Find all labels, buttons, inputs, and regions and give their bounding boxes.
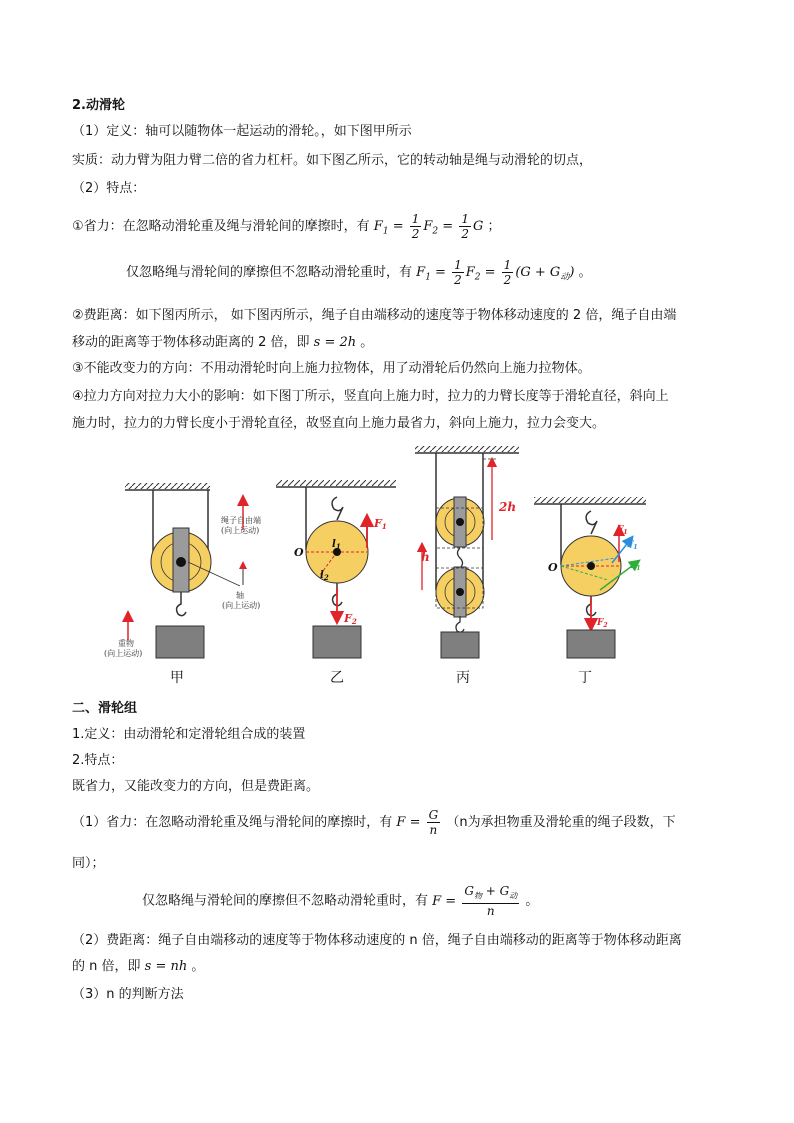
group-distance-line-1: （2）费距离：绳子自由端移动的速度等于物体移动速度的 n 倍，绳子自由端移动的距离等于物体移动距离 xyxy=(72,933,682,948)
hook-icon xyxy=(332,497,343,520)
label-weight: 重物 xyxy=(118,639,134,648)
svg-text:O xyxy=(294,546,304,559)
svg-text:(向上运动): (向上运动) xyxy=(221,526,260,535)
save-force-line-2: 仅忽略绳与滑轮间的摩擦但不忽略动滑轮重时，有 $F_1$ = $\frac{1}{2}$ $F_2$ = $\frac{1}{2}$ $(G + G_动)$ 。 xyxy=(126,258,592,287)
direction-text: ③不能改变力的方向：不用动滑轮时向上施力拉物体，用了动滑轮后仍然向上施力拉物体。 xyxy=(72,361,591,376)
label-2h: 2h xyxy=(499,500,517,514)
group-features-title: 2.特点： xyxy=(72,753,124,768)
ceiling xyxy=(125,483,210,489)
figure-bing xyxy=(415,446,519,658)
group-distance-line-2: 的 n 倍，即 s = nh 。 xyxy=(72,959,205,974)
distance-line-2: 移动的距离等于物体移动距离的 2 倍，即 s = 2h 。 xyxy=(72,335,374,350)
definition-text: （1）定义：轴可以随物体一起运动的滑轮。，如下图甲所示 xyxy=(72,124,412,139)
effect-line-2: 施力时，拉力的力臂长度小于滑轮直径，故竖直向上施力最省力，斜向上施力，拉力会变大。 xyxy=(72,416,606,431)
formula-f-g-over-n: F = $\frac{G}{n}$ xyxy=(396,808,439,837)
svg-text:l1: $l_1$ xyxy=(332,539,341,551)
figure-jia xyxy=(104,483,261,658)
weight-block xyxy=(313,626,361,658)
essence-text: 实质：动力臂为阻力臂二倍的省力杠杆。如下图乙所示，它的转动轴是绳与动滑轮的切点， xyxy=(72,153,593,168)
label-axle: 轴 xyxy=(236,591,244,600)
effect-line-1: ④拉力方向对拉力大小的影响：如下图丁所示，竖直向上施力时，拉力的力臂长度等于滑轮直径，斜向上 xyxy=(72,389,669,404)
svg-text:(向上运动): (向上运动) xyxy=(222,601,261,610)
label-l2: l xyxy=(320,570,324,581)
weight-block xyxy=(441,632,479,658)
caption-yi: 乙 xyxy=(330,670,344,686)
svg-text:F2: $F_2$ xyxy=(597,618,608,629)
figure-ding xyxy=(534,497,646,658)
formula-f1-with-pulley: $F_1$ = $\frac{1}{2}$ $F_2$ = $\frac{1}{2}$ $(G + G_动)$ xyxy=(416,258,575,287)
ceiling xyxy=(276,480,396,486)
distance-line-1: ②费距离：如下图丙所示， 如下图丙所示，绳子自由端移动的速度等于物体移动速度的 2 倍，绳子自由端 xyxy=(72,308,677,323)
features-title: （2）特点： xyxy=(72,181,146,196)
label-f1: F xyxy=(374,517,382,530)
group-save-line-3: 仅忽略绳与滑轮间的摩擦但不忽略动滑轮重时，有 F = $\frac{G_物 + G_动}{n}$ 。 xyxy=(142,884,539,919)
ceiling xyxy=(415,446,519,452)
svg-text:F1: F1 xyxy=(374,517,387,531)
label-o: O xyxy=(548,561,558,574)
section-heading-pulley-group: 二、滑轮组 xyxy=(72,701,138,716)
formula-s-nh: s = nh xyxy=(140,959,192,974)
svg-text:F1: $F_1$ xyxy=(630,561,641,572)
hook-icon xyxy=(586,511,597,534)
axle xyxy=(587,562,595,570)
svg-text:F1: $F_1$ xyxy=(617,525,628,536)
group-definition: 1.定义：由动滑轮和定滑轮组合成的装置 xyxy=(72,727,306,742)
formula-f1: $F_1$ = $\frac{1}{2}$ $F_2$ = $\frac{1}{2}$ G xyxy=(373,212,484,241)
caption-bing: 丙 xyxy=(456,670,470,686)
ceiling xyxy=(534,497,646,503)
group-save-line-2: 同）； xyxy=(72,856,105,871)
axle xyxy=(176,557,186,567)
label-l1: l xyxy=(332,539,336,550)
svg-text:l2: $l_2$ xyxy=(320,570,329,582)
caption-ding: 丁 xyxy=(578,670,592,686)
caption-jia: 甲 xyxy=(170,670,184,686)
label-rope-end: 绳子自由端 xyxy=(221,516,261,525)
label-h: h xyxy=(421,550,430,564)
svg-text:F1: $F_1$ xyxy=(627,540,638,551)
weight-block xyxy=(567,630,615,658)
group-judge-method: （3）n 的判断方法 xyxy=(72,987,184,1002)
formula-f-with-pulley-weight: F = $\frac{G_物 + G_动}{n}$ xyxy=(432,884,518,919)
label-f2: F xyxy=(344,612,352,625)
section-heading-movable-pulley: 2.动滑轮 xyxy=(72,98,125,113)
hook-icon xyxy=(177,592,186,616)
group-summary: 既省力，又能改变力的方向，但是费距离。 xyxy=(72,779,320,794)
figure-yi xyxy=(276,480,396,658)
label-o: O xyxy=(294,546,304,559)
group-save-line: （1）省力：在忽略动滑轮重及绳与滑轮间的摩擦时，有 F = $\frac{G}{n}$ （n为承担物重及滑轮重的绳子段数，下 xyxy=(72,808,676,837)
svg-text:(向上运动): (向上运动) xyxy=(104,649,143,658)
save-force-line: ①省力：在忽略动滑轮重及绳与滑轮间的摩擦时，有 $F_1$ = $\frac{1}{2}$ $F_2$ = $\frac{1}{2}$ G ； xyxy=(72,212,501,241)
formula-s-2h: s = 2h xyxy=(309,335,361,350)
svg-text:F2: F2 xyxy=(344,612,357,626)
weight-block xyxy=(156,626,204,658)
